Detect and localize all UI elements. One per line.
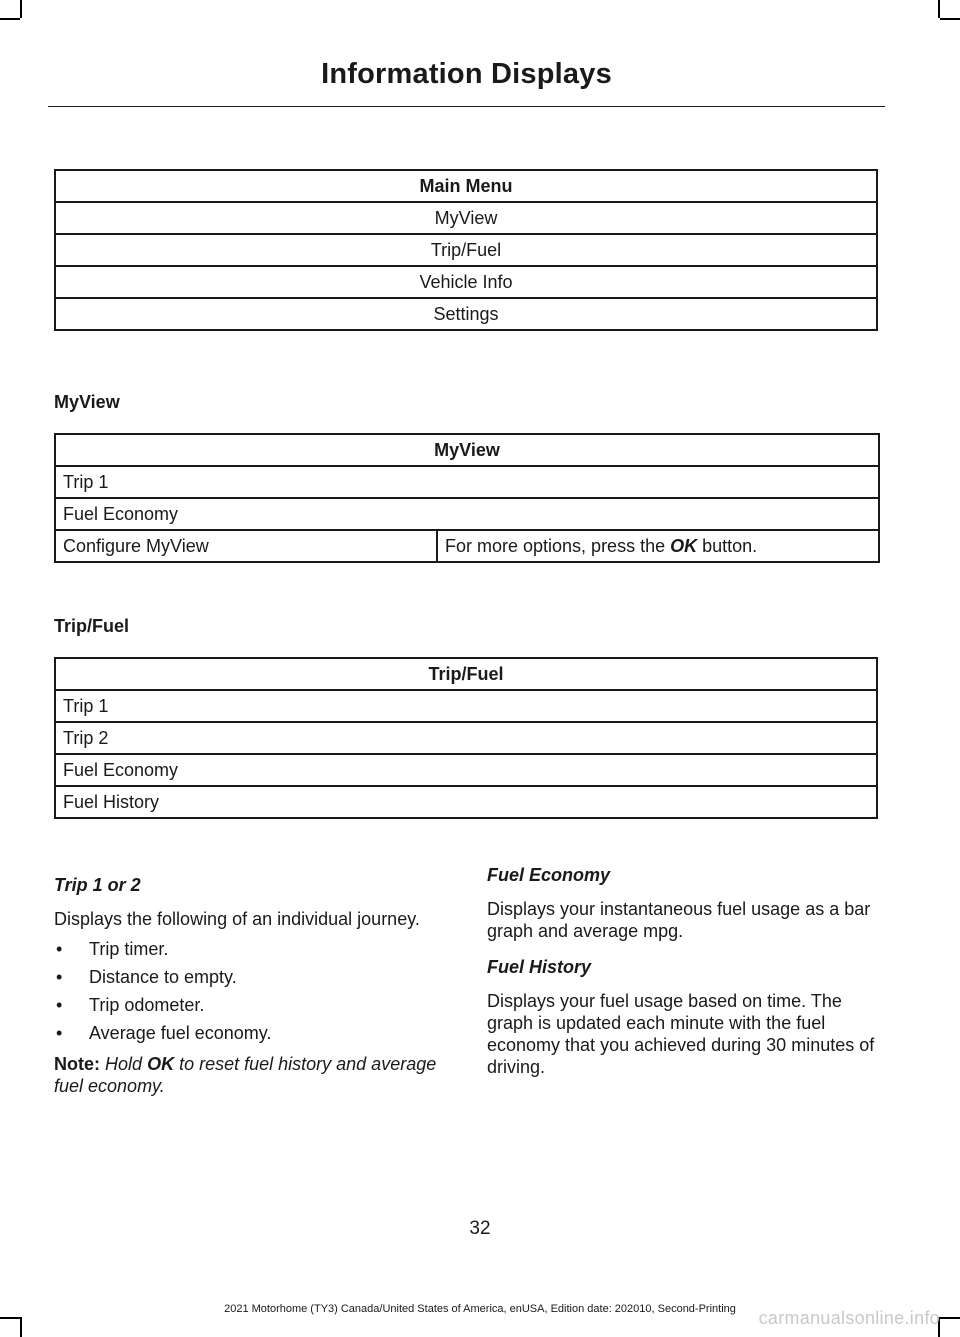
main-menu-table [54, 169, 878, 331]
crop-mark [20, 0, 22, 18]
note-text: Hold [105, 1054, 143, 1074]
subheading-trip: Trip 1 or 2 [54, 875, 141, 895]
table-cell [437, 530, 879, 562]
page-title: Information Displays [321, 58, 612, 90]
table-cell: Trip 1 [55, 466, 879, 498]
note-text: to reset fuel history and average fuel economy. [54, 1054, 437, 1096]
crop-mark [0, 1317, 20, 1319]
paragraph: Displays your instantaneous fuel usage as a bar graph and average mpg. [487, 899, 871, 941]
subheading-fuel-history: Fuel History [487, 957, 592, 977]
section-heading-myview: MyView [54, 392, 120, 412]
right-column [487, 864, 879, 1078]
crop-mark [938, 0, 940, 18]
ok-key-label: OK [670, 535, 698, 556]
table-cell: Trip 2 [55, 722, 877, 754]
bullet-glyph: • [56, 967, 63, 987]
cell-text: button. [702, 535, 758, 556]
list-item-text: Trip odometer. [89, 995, 205, 1015]
section-heading-trip-fuel: Trip/Fuel [54, 616, 130, 636]
table-cell: Configure MyView [55, 530, 437, 562]
crop-mark [0, 18, 20, 20]
table-cell: Fuel Economy [55, 498, 879, 530]
table-cell: Settings [55, 298, 877, 330]
cell-text: For more options, press the [445, 535, 666, 556]
list-item [54, 966, 446, 988]
page-number: 32 [469, 1218, 491, 1239]
table-cell: Fuel Economy [55, 754, 877, 786]
watermark: carmanualsonline.info [758, 1308, 940, 1328]
table-cell: Fuel History [55, 786, 877, 818]
subheading-fuel-economy: Fuel Economy [487, 865, 611, 885]
list-item-text: Average fuel economy. [89, 1023, 272, 1043]
bullet-glyph: • [56, 995, 63, 1015]
list-item [54, 994, 446, 1016]
list-item [54, 938, 446, 960]
paragraph: Displays your fuel usage based on time. The graph is updated each minute with the fuel economy that you achieved during 30 minutes of driving. [487, 991, 875, 1077]
note [54, 1053, 446, 1097]
ok-key-label: OK [147, 1054, 175, 1074]
list-item [54, 1022, 446, 1044]
list-item-text: Trip timer. [89, 939, 169, 959]
table-cell: Vehicle Info [55, 266, 877, 298]
footer-text: 2021 Motorhome (TY3) Canada/United States of America, enUSA, Edition date: 202010, Second-Printing [224, 1303, 736, 1315]
table-cell: MyView [55, 202, 877, 234]
table-header: Trip/Fuel [55, 658, 877, 690]
header-rule [48, 106, 885, 107]
crop-mark [20, 1317, 22, 1337]
bullet-glyph: • [56, 1023, 63, 1043]
table-cell: Trip/Fuel [55, 234, 877, 266]
crop-mark [940, 1317, 960, 1319]
note-label: Note: [54, 1054, 100, 1074]
paragraph: Displays the following of an individual journey. [54, 909, 420, 929]
table-cell: Trip 1 [55, 690, 877, 722]
bullet-glyph: • [56, 939, 63, 959]
table-header: Main Menu [55, 170, 877, 202]
table-header: MyView [55, 434, 879, 466]
trip-fuel-table [54, 657, 878, 819]
crop-mark [940, 18, 960, 20]
list-item-text: Distance to empty. [89, 967, 237, 987]
left-column [54, 874, 446, 1097]
myview-table [54, 433, 880, 563]
